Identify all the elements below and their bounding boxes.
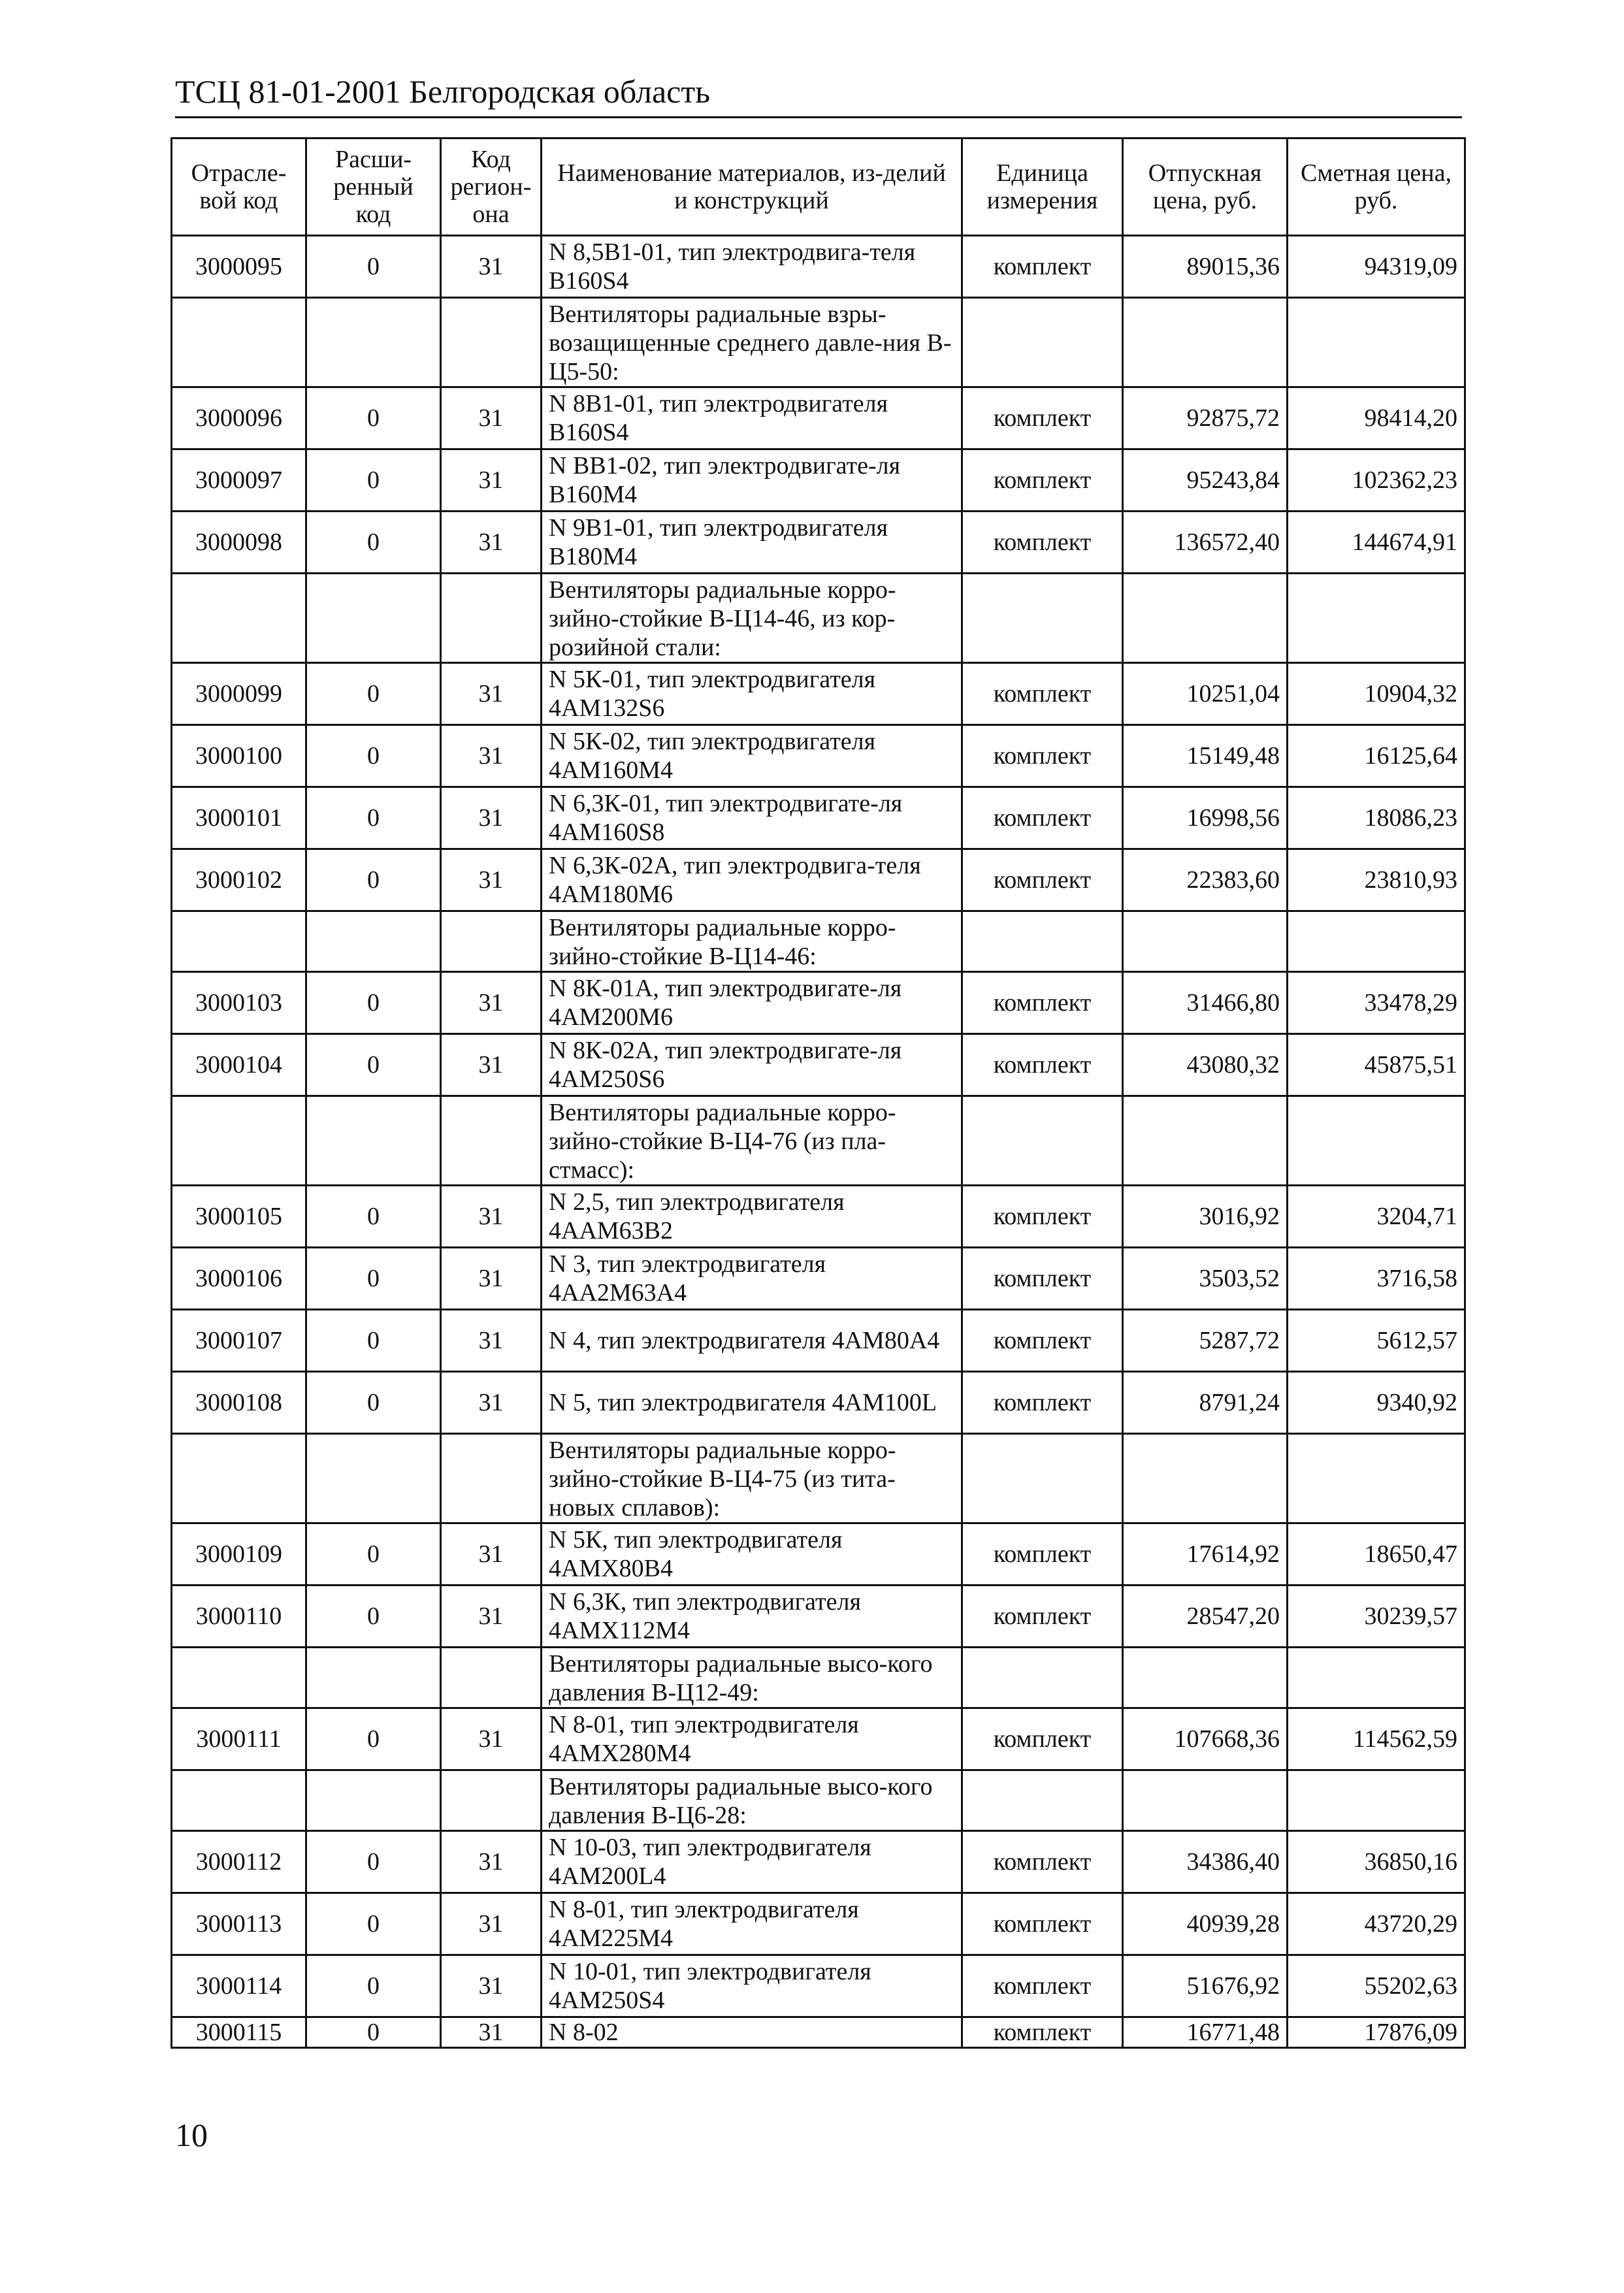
region-code-cell: 31: [441, 449, 542, 512]
group-empty-cell: [1123, 574, 1288, 663]
table-row: [172, 1893, 1465, 1955]
unit-cell: комплект: [962, 2017, 1123, 2048]
group-empty-cell: [306, 1434, 441, 1523]
branch-code-cell: 3000107: [172, 1310, 306, 1372]
region-code-cell: 31: [441, 1831, 542, 1893]
material-name-cell: N ВВ1-02, тип электродвигате-ля В160М4: [542, 449, 962, 512]
unit-cell: комплект: [962, 972, 1123, 1034]
region-code-cell: 31: [441, 1955, 542, 2017]
region-code-cell: 31: [441, 512, 542, 574]
region-code-cell: 31: [441, 1034, 542, 1096]
group-heading-row: [172, 298, 1465, 387]
unit-cell: комплект: [962, 663, 1123, 725]
extended-code-cell: 0: [306, 1186, 441, 1248]
branch-code-cell: 3000098: [172, 512, 306, 574]
group-empty-cell: [306, 1648, 441, 1708]
unit-cell: комплект: [962, 1372, 1123, 1434]
region-code-cell: 31: [441, 1310, 542, 1372]
table-body: [172, 236, 1465, 2048]
branch-code-cell: 3000105: [172, 1186, 306, 1248]
group-empty-cell: [1123, 911, 1288, 972]
group-empty-cell: [306, 298, 441, 387]
extended-code-cell: 0: [306, 1248, 441, 1310]
unit-cell: комплект: [962, 1248, 1123, 1310]
col-header-name: Наименование материалов, из-делий и конструкций: [542, 138, 962, 236]
group-empty-cell: [306, 574, 441, 663]
branch-code-cell: 3000108: [172, 1372, 306, 1434]
table-row: [172, 972, 1465, 1034]
extended-code-cell: 0: [306, 1831, 441, 1893]
estimate-price-cell: 33478,29: [1288, 972, 1465, 1034]
region-code-cell: 31: [441, 787, 542, 849]
group-empty-cell: [172, 1096, 306, 1186]
group-empty-cell: [962, 1096, 1123, 1186]
group-heading-row: [172, 1434, 1465, 1523]
estimate-price-cell: 3204,71: [1288, 1186, 1465, 1248]
material-name-cell: N 2,5, тип электродвигателя 4ААМ63В2: [542, 1186, 962, 1248]
extended-code-cell: 0: [306, 1955, 441, 2017]
material-name-cell: N 10-03, тип электродвигателя 4АМ200L4: [542, 1831, 962, 1893]
group-empty-cell: [172, 1648, 306, 1708]
extended-code-cell: 0: [306, 1523, 441, 1586]
table-row: [172, 663, 1465, 725]
release-price-cell: 3016,92: [1123, 1186, 1288, 1248]
estimate-price-cell: 45875,51: [1288, 1034, 1465, 1096]
group-empty-cell: [441, 298, 542, 387]
table-row: [172, 1523, 1465, 1586]
group-heading-cell: Вентиляторы радиальные высо-кого давления В-Ц12-49:: [542, 1648, 962, 1708]
extended-code-cell: 0: [306, 2017, 441, 2048]
release-price-cell: 107668,36: [1123, 1708, 1288, 1770]
material-name-cell: N 4, тип электродвигателя 4АМ80А4: [542, 1310, 962, 1372]
release-price-cell: 10251,04: [1123, 663, 1288, 725]
estimate-price-cell: 55202,63: [1288, 1955, 1465, 2017]
group-heading-cell: Вентиляторы радиальные корро-зийно-стойкие В-Ц14-46, из кор-розийной стали:: [542, 574, 962, 663]
header-row: [172, 138, 1465, 236]
unit-cell: комплект: [962, 1034, 1123, 1096]
region-code-cell: 31: [441, 1586, 542, 1648]
material-name-cell: N 5, тип электродвигателя 4АМ100L: [542, 1372, 962, 1434]
branch-code-cell: 3000101: [172, 787, 306, 849]
group-empty-cell: [172, 298, 306, 387]
estimate-price-cell: 3716,58: [1288, 1248, 1465, 1310]
region-code-cell: 31: [441, 663, 542, 725]
col-header-estimate-price: Сметная цена, руб.: [1288, 138, 1465, 236]
table-row: [172, 1310, 1465, 1372]
group-heading-row: [172, 1648, 1465, 1708]
extended-code-cell: 0: [306, 1310, 441, 1372]
release-price-cell: 136572,40: [1123, 512, 1288, 574]
unit-cell: комплект: [962, 1586, 1123, 1648]
material-name-cell: N 8-02: [542, 2017, 962, 2048]
col-header-release-price: Отпускная цена, руб.: [1123, 138, 1288, 236]
region-code-cell: 31: [441, 725, 542, 787]
group-empty-cell: [962, 1770, 1123, 1831]
unit-cell: комплект: [962, 1310, 1123, 1372]
material-name-cell: N 8К-01А, тип электродвигате-ля 4АМ200М6: [542, 972, 962, 1034]
release-price-cell: 92875,72: [1123, 387, 1288, 449]
group-empty-cell: [441, 1648, 542, 1708]
group-empty-cell: [1288, 574, 1465, 663]
region-code-cell: 31: [441, 1893, 542, 1955]
unit-cell: комплект: [962, 1955, 1123, 2017]
material-name-cell: N 8В1-01, тип электродвигателя В160S4: [542, 387, 962, 449]
material-name-cell: N 5К-01, тип электродвигателя 4АМ132S6: [542, 663, 962, 725]
release-price-cell: 3503,52: [1123, 1248, 1288, 1310]
release-price-cell: 28547,20: [1123, 1586, 1288, 1648]
estimate-price-cell: 9340,92: [1288, 1372, 1465, 1434]
unit-cell: комплект: [962, 387, 1123, 449]
table-row: [172, 849, 1465, 911]
region-code-cell: 31: [441, 1186, 542, 1248]
table-row: [172, 787, 1465, 849]
estimate-price-cell: 144674,91: [1288, 512, 1465, 574]
release-price-cell: 5287,72: [1123, 1310, 1288, 1372]
unit-cell: комплект: [962, 1708, 1123, 1770]
extended-code-cell: 0: [306, 236, 441, 298]
col-header-extended-code: Расши-ренный код: [306, 138, 441, 236]
branch-code-cell: 3000104: [172, 1034, 306, 1096]
estimate-price-cell: 30239,57: [1288, 1586, 1465, 1648]
unit-cell: комплект: [962, 849, 1123, 911]
extended-code-cell: 0: [306, 663, 441, 725]
group-empty-cell: [306, 1770, 441, 1831]
estimate-price-cell: 18086,23: [1288, 787, 1465, 849]
col-header-unit: Единица измерения: [962, 138, 1123, 236]
release-price-cell: 43080,32: [1123, 1034, 1288, 1096]
branch-code-cell: 3000099: [172, 663, 306, 725]
unit-cell: комплект: [962, 449, 1123, 512]
group-empty-cell: [1123, 1648, 1288, 1708]
extended-code-cell: 0: [306, 787, 441, 849]
material-name-cell: N 6,3К-01, тип электродвигате-ля 4АМ160S8: [542, 787, 962, 849]
material-name-cell: N 5К-02, тип электродвигателя 4АМ160М4: [542, 725, 962, 787]
region-code-cell: 31: [441, 972, 542, 1034]
group-empty-cell: [1288, 298, 1465, 387]
group-heading-cell: Вентиляторы радиальные корро-зийно-стойкие В-Ц4-75 (из тита-новых сплавов):: [542, 1434, 962, 1523]
extended-code-cell: 0: [306, 512, 441, 574]
unit-cell: комплект: [962, 512, 1123, 574]
release-price-cell: 15149,48: [1123, 725, 1288, 787]
estimate-price-cell: 16125,64: [1288, 725, 1465, 787]
table-row: [172, 512, 1465, 574]
release-price-cell: 17614,92: [1123, 1523, 1288, 1586]
branch-code-cell: 3000102: [172, 849, 306, 911]
material-name-cell: N 6,3К-02А, тип электродвига-теля 4АМ180М6: [542, 849, 962, 911]
unit-cell: комплект: [962, 1186, 1123, 1248]
group-empty-cell: [1123, 1770, 1288, 1831]
group-empty-cell: [172, 911, 306, 972]
estimate-price-cell: 114562,59: [1288, 1708, 1465, 1770]
group-empty-cell: [172, 574, 306, 663]
group-empty-cell: [306, 1096, 441, 1186]
material-name-cell: N 10-01, тип электродвигателя 4АМ250S4: [542, 1955, 962, 2017]
estimate-price-cell: 98414,20: [1288, 387, 1465, 449]
release-price-cell: 22383,60: [1123, 849, 1288, 911]
branch-code-cell: 3000106: [172, 1248, 306, 1310]
group-empty-cell: [1123, 298, 1288, 387]
extended-code-cell: 0: [306, 1586, 441, 1648]
material-name-cell: N 3, тип электродвигателя 4АА2М63А4: [542, 1248, 962, 1310]
extended-code-cell: 0: [306, 449, 441, 512]
group-empty-cell: [441, 911, 542, 972]
group-empty-cell: [441, 574, 542, 663]
group-empty-cell: [441, 1434, 542, 1523]
release-price-cell: 16771,48: [1123, 2017, 1288, 2048]
table-row: [172, 236, 1465, 298]
group-empty-cell: [962, 298, 1123, 387]
table-row: [172, 1831, 1465, 1893]
table-row: [172, 1372, 1465, 1434]
group-heading-cell: Вентиляторы радиальные взры-возащищенные среднего давле-ния В-Ц5-50:: [542, 298, 962, 387]
material-name-cell: N 8К-02А, тип электродвигате-ля 4АМ250S6: [542, 1034, 962, 1096]
group-empty-cell: [306, 911, 441, 972]
branch-code-cell: 3000114: [172, 1955, 306, 2017]
region-code-cell: 31: [441, 236, 542, 298]
unit-cell: комплект: [962, 1831, 1123, 1893]
material-name-cell: N 5К, тип электродвигателя 4АМХ80В4: [542, 1523, 962, 1586]
region-code-cell: 31: [441, 1248, 542, 1310]
extended-code-cell: 0: [306, 1034, 441, 1096]
branch-code-cell: 3000097: [172, 449, 306, 512]
unit-cell: комплект: [962, 236, 1123, 298]
group-empty-cell: [441, 1770, 542, 1831]
estimate-price-cell: 18650,47: [1288, 1523, 1465, 1586]
table-row: [172, 725, 1465, 787]
extended-code-cell: 0: [306, 1708, 441, 1770]
unit-cell: комплект: [962, 725, 1123, 787]
group-empty-cell: [962, 1434, 1123, 1523]
extended-code-cell: 0: [306, 849, 441, 911]
region-code-cell: 31: [441, 387, 542, 449]
material-name-cell: N 8-01, тип электродвигателя 4АМ225М4: [542, 1893, 962, 1955]
table-row: [172, 387, 1465, 449]
region-code-cell: 31: [441, 1708, 542, 1770]
col-header-region-code: Код регион-она: [441, 138, 542, 236]
col-header-branch-code: Отрасле-вой код: [172, 138, 306, 236]
branch-code-cell: 3000115: [172, 2017, 306, 2048]
branch-code-cell: 3000096: [172, 387, 306, 449]
group-empty-cell: [962, 1648, 1123, 1708]
release-price-cell: 8791,24: [1123, 1372, 1288, 1434]
table-row: [172, 1586, 1465, 1648]
release-price-cell: 34386,40: [1123, 1831, 1288, 1893]
release-price-cell: 89015,36: [1123, 236, 1288, 298]
estimate-price-cell: 17876,09: [1288, 2017, 1465, 2048]
region-code-cell: 31: [441, 1372, 542, 1434]
group-heading-row: [172, 1096, 1465, 1186]
branch-code-cell: 3000103: [172, 972, 306, 1034]
group-empty-cell: [1288, 1648, 1465, 1708]
material-name-cell: N 8-01, тип электродвигателя 4АМХ280М4: [542, 1708, 962, 1770]
extended-code-cell: 0: [306, 387, 441, 449]
table-row: [172, 1955, 1465, 2017]
region-code-cell: 31: [441, 1523, 542, 1586]
group-empty-cell: [962, 574, 1123, 663]
table-row: [172, 1034, 1465, 1096]
group-empty-cell: [1288, 911, 1465, 972]
table-row: [172, 1248, 1465, 1310]
estimate-price-cell: 94319,09: [1288, 236, 1465, 298]
group-empty-cell: [172, 1770, 306, 1831]
group-heading-row: [172, 574, 1465, 663]
group-empty-cell: [1288, 1096, 1465, 1186]
branch-code-cell: 3000112: [172, 1831, 306, 1893]
price-table: [171, 137, 1466, 2049]
release-price-cell: 51676,92: [1123, 1955, 1288, 2017]
group-heading-cell: Вентиляторы радиальные корро-зийно-стойкие В-Ц14-46:: [542, 911, 962, 972]
release-price-cell: 40939,28: [1123, 1893, 1288, 1955]
group-empty-cell: [172, 1434, 306, 1523]
branch-code-cell: 3000110: [172, 1586, 306, 1648]
group-empty-cell: [1123, 1434, 1288, 1523]
table-row: [172, 1186, 1465, 1248]
table-row: [172, 449, 1465, 512]
page-number: 10: [175, 2117, 208, 2153]
table-header: [172, 138, 1465, 236]
branch-code-cell: 3000113: [172, 1893, 306, 1955]
estimate-price-cell: 36850,16: [1288, 1831, 1465, 1893]
estimate-price-cell: 102362,23: [1288, 449, 1465, 512]
release-price-cell: 31466,80: [1123, 972, 1288, 1034]
group-heading-cell: Вентиляторы радиальные высо-кого давления В-Ц6-28:: [542, 1770, 962, 1831]
unit-cell: комплект: [962, 787, 1123, 849]
estimate-price-cell: 10904,32: [1288, 663, 1465, 725]
unit-cell: комплект: [962, 1523, 1123, 1586]
page-header-title: ТСЦ 81-01-2001 Белгородская область: [175, 73, 711, 110]
estimate-price-cell: 43720,29: [1288, 1893, 1465, 1955]
group-empty-cell: [1288, 1434, 1465, 1523]
group-empty-cell: [962, 911, 1123, 972]
branch-code-cell: 3000100: [172, 725, 306, 787]
extended-code-cell: 0: [306, 1893, 441, 1955]
release-price-cell: 16998,56: [1123, 787, 1288, 849]
branch-code-cell: 3000109: [172, 1523, 306, 1586]
table-row: [172, 2017, 1465, 2048]
extended-code-cell: 0: [306, 725, 441, 787]
branch-code-cell: 3000111: [172, 1708, 306, 1770]
group-empty-cell: [1288, 1770, 1465, 1831]
extended-code-cell: 0: [306, 972, 441, 1034]
material-name-cell: N 6,3К, тип электродвигателя 4АМХ112М4: [542, 1586, 962, 1648]
group-heading-cell: Вентиляторы радиальные корро-зийно-стойкие В-Ц4-76 (из пла-стмасс):: [542, 1096, 962, 1186]
release-price-cell: 95243,84: [1123, 449, 1288, 512]
group-empty-cell: [441, 1096, 542, 1186]
estimate-price-cell: 23810,93: [1288, 849, 1465, 911]
material-name-cell: N 9В1-01, тип электродвигателя В180М4: [542, 512, 962, 574]
unit-cell: комплект: [962, 1893, 1123, 1955]
group-heading-row: [172, 1770, 1465, 1831]
material-name-cell: N 8,5В1-01, тип электродвига-теля В160S4: [542, 236, 962, 298]
table-row: [172, 1708, 1465, 1770]
extended-code-cell: 0: [306, 1372, 441, 1434]
group-heading-row: [172, 911, 1465, 972]
region-code-cell: 31: [441, 2017, 542, 2048]
group-empty-cell: [1123, 1096, 1288, 1186]
region-code-cell: 31: [441, 849, 542, 911]
branch-code-cell: 3000095: [172, 236, 306, 298]
header-divider: [175, 116, 1462, 118]
estimate-price-cell: 5612,57: [1288, 1310, 1465, 1372]
